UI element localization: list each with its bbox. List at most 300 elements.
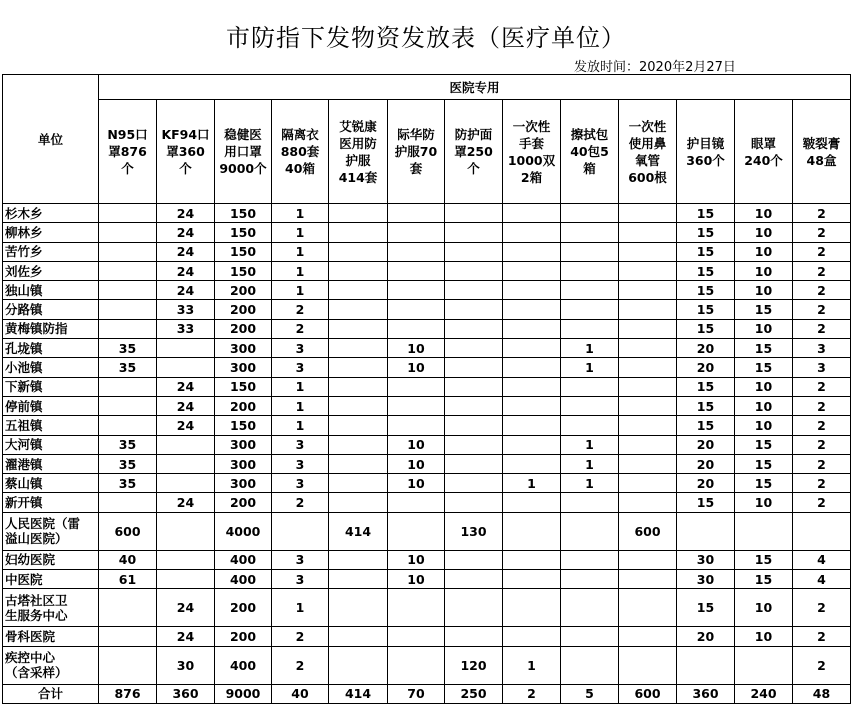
cell-text-line: 骨科医院 [5,628,56,644]
value-cell: 15 [735,454,793,473]
value-cell: 150 [215,261,272,280]
total-cell: 5 [561,684,619,703]
value-cell: 150 [215,416,272,435]
value-cell: 2 [793,589,851,627]
table-row [3,589,851,627]
value-cell [329,396,388,415]
column-header [99,100,157,204]
value-cell: 2 [793,377,851,396]
table-row [3,261,851,280]
cell-text-line: 医用防 [339,135,377,151]
value-cell [329,493,388,512]
table-row [3,223,851,242]
value-cell: 15 [735,339,793,358]
table-row [3,646,851,684]
value-cell: 3 [272,339,329,358]
value-cell [272,512,329,550]
unit-cell [3,627,99,646]
value-cell: 2 [272,646,329,684]
value-cell [329,589,388,627]
value-cell [619,300,677,319]
value-cell [445,242,503,261]
value-cell [503,339,561,358]
value-cell [388,493,445,512]
unit-cell [3,550,99,569]
value-cell: 10 [388,550,445,569]
value-cell: 10 [735,377,793,396]
cell-text-line: 分路镇 [5,302,43,318]
value-cell: 15 [677,493,735,512]
value-cell [735,646,793,684]
value-cell: 300 [215,474,272,493]
value-cell: 35 [99,435,157,454]
column-header [157,100,215,204]
value-cell [388,242,445,261]
table-row [3,242,851,261]
value-cell [329,627,388,646]
value-cell: 10 [735,242,793,261]
unit-cell [3,377,99,396]
unit-cell [3,358,99,377]
value-cell: 24 [157,242,215,261]
value-cell: 24 [157,589,215,627]
cell-text-line: 小池镇 [5,360,43,376]
value-cell: 24 [157,281,215,300]
column-header [793,100,851,204]
cell-text-line: 240个 [744,152,783,168]
total-cell: 9000 [215,684,272,703]
value-cell [619,627,677,646]
value-cell [388,416,445,435]
value-cell: 4 [793,570,851,589]
value-cell: 10 [388,570,445,589]
value-cell: 130 [445,512,503,550]
unit-cell [3,435,99,454]
value-cell: 15 [677,281,735,300]
total-cell: 414 [329,684,388,703]
value-cell: 15 [677,300,735,319]
total-label: 合计 [3,684,99,703]
column-header [329,100,388,204]
value-cell [388,300,445,319]
value-cell [445,358,503,377]
value-cell [157,474,215,493]
value-cell: 200 [215,627,272,646]
value-cell: 15 [677,416,735,435]
cell-text-line: （含采样） [5,665,68,681]
value-cell [329,300,388,319]
table-row [3,204,851,223]
cell-text-line: 古塔社区卫 [5,592,68,608]
value-cell: 10 [388,358,445,377]
cell-text-line: 擦拭包 [570,127,609,142]
value-cell [445,550,503,569]
value-cell: 15 [677,204,735,223]
value-cell [388,261,445,280]
value-cell [388,512,445,550]
value-cell [445,435,503,454]
value-cell [445,454,503,473]
value-cell [445,319,503,338]
cell-text-line: 停前镇 [5,398,43,414]
table-row [3,300,851,319]
value-cell: 10 [735,281,793,300]
value-cell: 1 [272,204,329,223]
value-cell [445,474,503,493]
cell-text-line: 艾锐康 [339,118,377,134]
value-cell [561,646,619,684]
total-cell: 600 [619,684,677,703]
cell-text-line: 大河镇 [5,437,43,453]
value-cell [388,204,445,223]
value-cell: 20 [677,339,735,358]
value-cell: 10 [735,261,793,280]
cell-text-line: 使用鼻 [628,135,667,151]
value-cell: 10 [735,627,793,646]
value-cell: 200 [215,589,272,627]
value-cell [503,242,561,261]
cell-text-line: 罩876 [108,144,147,159]
table-row [3,474,851,493]
value-cell [445,223,503,242]
value-cell [99,242,157,261]
value-cell: 200 [215,493,272,512]
value-cell: 15 [735,358,793,377]
value-cell: 300 [215,358,272,377]
value-cell: 3 [793,339,851,358]
cell-text-line: 刘佐乡 [5,263,43,279]
column-header [445,100,503,204]
value-cell [445,396,503,415]
table-row [3,550,851,569]
value-cell [561,242,619,261]
cell-text-line: 苦竹乡 [5,244,43,260]
cell-text-line: 个 [179,161,192,176]
cell-text-line: 360个 [686,152,725,168]
column-header [735,100,793,204]
value-cell [157,550,215,569]
cell-text-line: 濯港镇 [5,456,43,472]
value-cell [329,242,388,261]
value-cell [99,223,157,242]
supply-table [2,74,851,704]
value-cell: 1 [272,223,329,242]
unit-cell [3,319,99,338]
value-cell [329,223,388,242]
value-cell: 400 [215,550,272,569]
value-cell [388,223,445,242]
value-cell [561,493,619,512]
value-cell: 10 [388,435,445,454]
unit-cell [3,416,99,435]
value-cell [503,319,561,338]
value-cell: 2 [793,474,851,493]
value-cell [619,339,677,358]
value-cell: 10 [735,493,793,512]
cell-text-line: 护目镜 [686,135,725,151]
cell-text-line: 眼罩 [750,135,776,151]
value-cell: 3 [793,358,851,377]
value-cell [329,358,388,377]
value-cell: 33 [157,319,215,338]
total-cell: 70 [388,684,445,703]
table-row [3,512,851,550]
value-cell: 3 [272,474,329,493]
value-cell [503,358,561,377]
value-cell: 1 [272,589,329,627]
value-cell [619,281,677,300]
cell-text-line: 414套 [338,169,378,185]
total-cell: 360 [157,684,215,703]
column-header [677,100,735,204]
table-row [3,454,851,473]
value-cell [445,416,503,435]
value-cell [329,319,388,338]
value-cell: 414 [329,512,388,550]
value-cell [445,339,503,358]
cell-text-line: 人民医院（雷 [5,516,81,532]
value-cell: 1 [561,358,619,377]
cell-text-line: 五祖镇 [5,417,43,433]
column-header [215,100,272,204]
value-cell: 20 [677,627,735,646]
value-cell [561,261,619,280]
value-cell [445,570,503,589]
value-cell [329,281,388,300]
value-cell [503,281,561,300]
unit-cell [3,204,99,223]
value-cell [677,512,735,550]
total-cell: 360 [677,684,735,703]
issue-date [574,56,736,75]
value-cell [619,493,677,512]
value-cell: 20 [677,435,735,454]
value-cell: 3 [272,570,329,589]
value-cell: 1 [272,416,329,435]
total-cell: 2 [503,684,561,703]
value-cell: 30 [157,646,215,684]
value-cell [445,589,503,627]
value-cell: 24 [157,396,215,415]
value-cell: 2 [793,300,851,319]
value-cell [503,454,561,473]
value-cell [157,454,215,473]
value-cell: 15 [677,242,735,261]
value-cell [388,281,445,300]
value-cell: 35 [99,358,157,377]
cell-text-line: 下新镇 [5,379,43,395]
value-cell [503,435,561,454]
value-cell: 300 [215,454,272,473]
value-cell [619,589,677,627]
value-cell [619,242,677,261]
value-cell [619,261,677,280]
value-cell [503,550,561,569]
value-cell: 2 [272,627,329,646]
table-row [3,435,851,454]
value-cell [619,204,677,223]
value-cell [561,300,619,319]
value-cell [445,204,503,223]
value-cell: 20 [677,454,735,473]
value-cell [329,377,388,396]
cell-text-line: 妇幼医院 [5,552,56,568]
value-cell: 2 [793,454,851,473]
value-cell [619,474,677,493]
value-cell: 1 [561,435,619,454]
value-cell: 15 [677,261,735,280]
value-cell [561,416,619,435]
value-cell [388,396,445,415]
unit-cell [3,512,99,550]
value-cell: 15 [677,589,735,627]
value-cell: 15 [677,319,735,338]
issue-date-value: 2020年2月27日 [639,60,736,75]
value-cell [561,627,619,646]
table-row [3,416,851,435]
value-cell: 2 [793,319,851,338]
value-cell [561,570,619,589]
value-cell: 61 [99,570,157,589]
value-cell: 150 [215,204,272,223]
table-row [3,339,851,358]
cell-text-line: 黄梅镇防指 [5,321,68,337]
value-cell: 150 [215,223,272,242]
value-cell: 2 [272,300,329,319]
value-cell: 30 [677,550,735,569]
value-cell [157,512,215,550]
cell-text-line: 皲裂膏 [802,135,841,151]
cell-text-line: 1000双 [507,152,556,168]
value-cell [329,570,388,589]
value-cell [329,454,388,473]
total-cell: 40 [272,684,329,703]
cell-text-line: 罩250 [454,144,493,159]
value-cell [99,377,157,396]
value-cell [619,396,677,415]
value-cell: 35 [99,339,157,358]
value-cell [329,204,388,223]
cell-text-line: 个 [121,161,134,176]
value-cell [561,223,619,242]
column-header [619,100,677,204]
value-cell: 10 [735,223,793,242]
cell-text-line: 隔离衣 [281,127,319,142]
cell-text-line: 疾控中心 [5,650,56,666]
table-row [3,377,851,396]
value-cell: 20 [677,474,735,493]
cell-text-line: 40箱 [285,161,315,176]
value-cell [619,319,677,338]
value-cell: 150 [215,377,272,396]
value-cell: 15 [735,300,793,319]
cell-text-line: 际华防 [397,127,435,142]
value-cell [561,589,619,627]
value-cell [99,646,157,684]
value-cell [157,435,215,454]
value-cell: 200 [215,300,272,319]
value-cell: 2 [793,261,851,280]
value-cell: 2 [793,396,851,415]
value-cell [445,300,503,319]
total-row [3,684,851,703]
unit-cell [3,300,99,319]
value-cell: 2 [793,416,851,435]
value-cell [561,281,619,300]
value-cell [99,204,157,223]
value-cell: 10 [735,416,793,435]
value-cell: 200 [215,319,272,338]
value-cell [503,261,561,280]
cell-text-line: 新开镇 [5,495,43,511]
value-cell: 40 [99,550,157,569]
table-row [3,358,851,377]
value-cell: 2 [793,627,851,646]
cell-text-line: 48盒 [806,152,837,168]
value-cell: 10 [735,204,793,223]
value-cell: 3 [272,454,329,473]
value-cell: 24 [157,416,215,435]
value-cell: 1 [561,339,619,358]
value-cell [157,339,215,358]
cell-text-line: 箱 [583,161,596,176]
value-cell [99,281,157,300]
value-cell [503,396,561,415]
value-cell: 10 [388,454,445,473]
value-cell: 10 [735,396,793,415]
cell-text-line: KF94口 [161,127,210,142]
value-cell [619,223,677,242]
value-cell [619,435,677,454]
value-cell [503,377,561,396]
value-cell [388,319,445,338]
value-cell: 1 [272,377,329,396]
value-cell [561,204,619,223]
value-cell [503,416,561,435]
value-cell [677,646,735,684]
value-cell: 15 [735,435,793,454]
value-cell: 24 [157,493,215,512]
value-cell: 200 [215,396,272,415]
table-row [3,396,851,415]
table-row [3,627,851,646]
value-cell [445,281,503,300]
value-cell [99,627,157,646]
value-cell: 35 [99,474,157,493]
value-cell: 20 [677,358,735,377]
value-cell [388,646,445,684]
value-cell: 300 [215,339,272,358]
value-cell: 1 [503,646,561,684]
unit-cell [3,339,99,358]
value-cell [619,570,677,589]
value-cell [99,319,157,338]
unit-cell [3,570,99,589]
value-cell: 30 [677,570,735,589]
cell-text-line: 柳林乡 [5,224,43,240]
unit-cell [3,474,99,493]
value-cell [157,358,215,377]
value-cell [561,512,619,550]
page-title: 市防指下发物资发放表（医疗单位） [226,24,626,52]
value-cell: 3 [272,435,329,454]
value-cell: 600 [619,512,677,550]
cell-text-line: 中医院 [5,571,43,587]
value-cell [329,339,388,358]
value-cell: 2 [793,646,851,684]
value-cell: 2 [793,435,851,454]
value-cell [561,550,619,569]
